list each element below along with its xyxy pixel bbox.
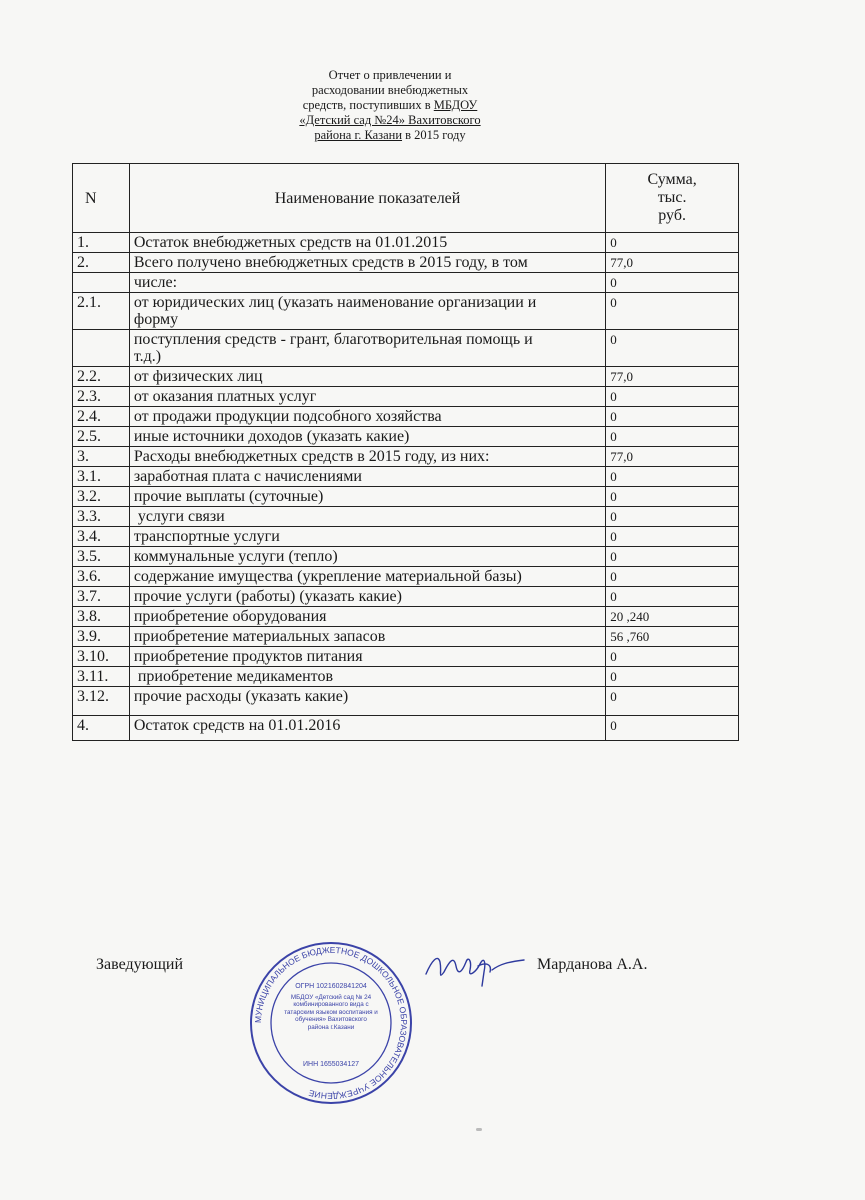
org-abbreviation: МБДОУ bbox=[433, 98, 478, 112]
row-num: 3.12. bbox=[73, 687, 130, 716]
row-name: прочие выплаты (суточные) bbox=[129, 487, 605, 507]
table-row bbox=[73, 627, 739, 647]
title-line-4: «Детский сад №24» Вахитовского bbox=[299, 113, 481, 127]
row-name: транспортные услуги bbox=[129, 527, 605, 547]
table-row bbox=[73, 367, 739, 387]
table-row bbox=[73, 687, 739, 716]
table-row bbox=[73, 387, 739, 407]
row-num: 3.3. bbox=[73, 507, 130, 527]
header-num: N bbox=[73, 164, 130, 233]
district-name: района г. Казани bbox=[314, 128, 403, 142]
row-num: 3.1. bbox=[73, 467, 130, 487]
row-name: содержание имущества (укрепление материальной базы) bbox=[129, 567, 605, 587]
table-row bbox=[73, 427, 739, 447]
row-num: 2.1. bbox=[73, 293, 130, 330]
table-row bbox=[73, 647, 739, 667]
header-sum-line-1: Сумма, bbox=[647, 171, 697, 188]
table-row bbox=[73, 407, 739, 427]
table-row bbox=[73, 273, 739, 293]
row-name-line-1: поступления средств - грант, благотворительная помощь и bbox=[133, 331, 533, 348]
title-line-3-prefix: средств, поступивших в bbox=[302, 98, 434, 112]
official-stamp bbox=[246, 938, 416, 1108]
table-row bbox=[73, 330, 739, 367]
row-num: 3.6. bbox=[73, 567, 130, 587]
row-num: 3.4. bbox=[73, 527, 130, 547]
table-header-row bbox=[73, 164, 739, 233]
row-name: Остаток внебюджетных средств на 01.01.2015 bbox=[129, 233, 605, 253]
row-num: 4. bbox=[73, 716, 130, 741]
title-line-2: расходовании внебюджетных bbox=[311, 83, 469, 97]
row-num: 3.2. bbox=[73, 487, 130, 507]
row-num: 2.3. bbox=[73, 387, 130, 407]
table-row bbox=[73, 527, 739, 547]
table-row bbox=[73, 607, 739, 627]
row-name-line-2: т.д.) bbox=[133, 348, 162, 365]
row-sum: 0 bbox=[606, 587, 739, 607]
row-name: заработная плата с начислениями bbox=[129, 467, 605, 487]
row-sum: 0 bbox=[606, 427, 739, 447]
row-name: числе: bbox=[129, 273, 605, 293]
row-sum: 77,0 bbox=[606, 253, 739, 273]
row-name: приобретение оборудования bbox=[129, 607, 605, 627]
table-row bbox=[73, 547, 739, 567]
row-sum: 0 bbox=[606, 233, 739, 253]
header-name: Наименование показателей bbox=[129, 164, 605, 233]
row-sum: 0 bbox=[606, 330, 739, 367]
row-sum: 0 bbox=[606, 687, 739, 716]
report-title bbox=[240, 68, 540, 143]
table-row bbox=[73, 447, 739, 467]
row-sum: 0 bbox=[606, 407, 739, 427]
table-row bbox=[73, 587, 739, 607]
table-row bbox=[73, 487, 739, 507]
row-sum: 0 bbox=[606, 273, 739, 293]
stamp-center-text: МБДОУ «Детский сад № 24 комбинированного вида с татарским языком воспитания и обучения» Вахитовского района г.Казани bbox=[284, 994, 378, 1031]
row-num: 2.2. bbox=[73, 367, 130, 387]
table-row bbox=[73, 233, 739, 253]
row-name bbox=[129, 293, 605, 330]
row-num: 3.7. bbox=[73, 587, 130, 607]
row-name: иные источники доходов (указать какие) bbox=[129, 427, 605, 447]
row-sum: 0 bbox=[606, 467, 739, 487]
stamp-ogrn: ОГРН 1021602841204 bbox=[295, 983, 367, 990]
row-name: приобретение медикаментов bbox=[129, 667, 605, 687]
row-name: коммунальные услуги (тепло) bbox=[129, 547, 605, 567]
header-sum bbox=[606, 164, 739, 233]
row-num: 2.4. bbox=[73, 407, 130, 427]
row-name: прочие услуги (работы) (указать какие) bbox=[129, 587, 605, 607]
table-row bbox=[73, 667, 739, 687]
row-name: от физических лиц bbox=[129, 367, 605, 387]
signatory-role: Заведующий bbox=[96, 956, 184, 973]
row-sum: 0 bbox=[606, 487, 739, 507]
row-sum: 56 ,760 bbox=[606, 627, 739, 647]
row-sum: 77,0 bbox=[606, 447, 739, 467]
row-name: от оказания платных услуг bbox=[129, 387, 605, 407]
row-name: приобретение материальных запасов bbox=[129, 627, 605, 647]
stamp-inn: ИНН 1655034127 bbox=[302, 1061, 360, 1068]
row-num: 3.11. bbox=[73, 667, 130, 687]
row-num bbox=[73, 273, 130, 293]
signature-area bbox=[0, 930, 865, 1130]
row-sum: 0 bbox=[606, 567, 739, 587]
title-line-1: Отчет о привлечении и bbox=[328, 68, 452, 82]
row-name: приобретение продуктов питания bbox=[129, 647, 605, 667]
row-sum: 0 bbox=[606, 716, 739, 741]
row-num: 3. bbox=[73, 447, 130, 467]
row-name: Расходы внебюджетных средств в 2015 году, из них: bbox=[129, 447, 605, 467]
row-num: 2. bbox=[73, 253, 130, 273]
header-sum-line-2: тыс. bbox=[657, 189, 687, 206]
row-num: 2.5. bbox=[73, 427, 130, 447]
row-num: 1. bbox=[73, 233, 130, 253]
table-row bbox=[73, 253, 739, 273]
row-sum: 77,0 bbox=[606, 367, 739, 387]
row-sum: 20 ,240 bbox=[606, 607, 739, 627]
row-sum: 0 bbox=[606, 387, 739, 407]
row-name: от продажи продукции подсобного хозяйства bbox=[129, 407, 605, 427]
title-line-3 bbox=[240, 98, 540, 113]
row-name-line-1: от юридических лиц (указать наименование организации и bbox=[133, 294, 537, 311]
signatory-name: Марданова А.А. bbox=[537, 956, 648, 973]
row-name: Остаток средств на 01.01.2016 bbox=[129, 716, 605, 741]
row-num: 3.10. bbox=[73, 647, 130, 667]
row-num bbox=[73, 330, 130, 367]
row-name-line-2: форму bbox=[133, 311, 179, 328]
row-num: 3.8. bbox=[73, 607, 130, 627]
row-num: 3.9. bbox=[73, 627, 130, 647]
row-sum: 0 bbox=[606, 667, 739, 687]
year-suffix: в 2015 году bbox=[402, 128, 466, 142]
row-sum: 0 bbox=[606, 527, 739, 547]
table-row bbox=[73, 467, 739, 487]
stamp-outer-text: МУНИЦИПАЛЬНОЕ БЮДЖЕТНОЕ ДОШКОЛЬНОЕ ОБРАЗОВАТЕЛЬНОЕ УЧРЕЖДЕНИЕ bbox=[252, 944, 410, 1102]
row-sum: 0 bbox=[606, 293, 739, 330]
row-name bbox=[129, 330, 605, 367]
row-sum: 0 bbox=[606, 507, 739, 527]
table-row bbox=[73, 507, 739, 527]
title-line-5 bbox=[240, 128, 540, 143]
row-sum: 0 bbox=[606, 547, 739, 567]
row-name: прочие расходы (указать какие) bbox=[129, 687, 605, 716]
row-name: Всего получено внебюджетных средств в 2015 году, в том bbox=[129, 253, 605, 273]
row-name: услуги связи bbox=[129, 507, 605, 527]
table-row bbox=[73, 716, 739, 741]
table-row bbox=[73, 293, 739, 330]
report-table bbox=[72, 163, 739, 741]
table-row bbox=[73, 567, 739, 587]
scan-speck bbox=[476, 1128, 482, 1131]
handwritten-signature bbox=[420, 942, 530, 992]
header-sum-line-3: руб. bbox=[658, 207, 686, 224]
row-num: 3.5. bbox=[73, 547, 130, 567]
row-sum: 0 bbox=[606, 647, 739, 667]
